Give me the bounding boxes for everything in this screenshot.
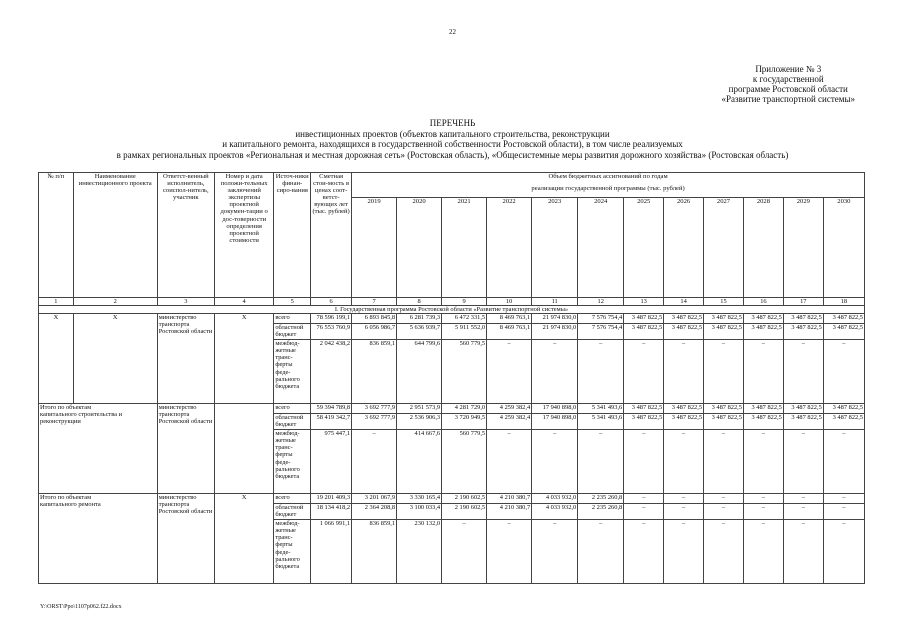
header-year: 2027 [704, 198, 744, 298]
year-value: 5 341 493,6 [578, 414, 624, 430]
title-line: в рамках региональных проектов «Региональная и местная дорожная сеть» (Ростовская область), «Общесистемные меры развития дорожного хозяйства» (Ростовская область) [116, 149, 789, 160]
column-number: 3 [157, 298, 214, 306]
year-value: – [624, 340, 664, 404]
column-number: 7 [352, 298, 397, 306]
year-value: – [442, 520, 487, 584]
year-value: – [704, 340, 744, 404]
appendix-caption [722, 64, 855, 104]
year-value: 3 487 822,5 [823, 404, 864, 414]
funding-source: межбюд-жетные транс-ферты феде-рального бюджета [274, 520, 311, 584]
header-year: 2019 [352, 198, 397, 298]
year-value: 3 487 822,5 [624, 324, 664, 340]
year-value: 3 487 822,5 [743, 324, 783, 340]
header-year: 2020 [397, 198, 442, 298]
year-value: – [578, 340, 624, 404]
year-value: 2 951 573,9 [397, 404, 442, 414]
year-value: – [823, 430, 864, 494]
year-value: 21 974 830,0 [532, 314, 578, 324]
column-number: 18 [823, 298, 864, 306]
year-value: 3 487 822,5 [783, 414, 823, 430]
year-value: 4 210 380,7 [487, 494, 532, 504]
year-value: – [624, 520, 664, 584]
year-value: 6 056 986,7 [352, 324, 397, 340]
year-value: 2 190 602,5 [442, 494, 487, 504]
appendix-line: Приложение № 3 [755, 64, 822, 74]
year-value: – [664, 504, 704, 520]
year-value: – [532, 430, 578, 494]
executor: министерство транспорта Ростовской области [157, 314, 214, 404]
header-executor: Ответст-венный исполнитель, соиспол-нитель, участник [157, 173, 214, 298]
year-value: – [743, 494, 783, 504]
year-value: – [532, 340, 578, 404]
header-year: 2023 [532, 198, 578, 298]
estimated-cost: 59 394 789,8 [311, 404, 352, 414]
year-value: – [743, 430, 783, 494]
funding-source: областной бюджет [274, 414, 311, 430]
year-value: 2 190 602,5 [442, 504, 487, 520]
estimated-cost: 2 042 438,2 [311, 340, 352, 404]
year-value: 7 576 754,4 [578, 324, 624, 340]
year-value: – [823, 504, 864, 520]
year-value: 3 330 165,4 [397, 494, 442, 504]
column-number: 8 [397, 298, 442, 306]
expertise [214, 404, 273, 494]
year-value: 21 974 830,0 [532, 324, 578, 340]
appendix-line: к государственной [752, 74, 824, 84]
column-number: 17 [783, 298, 823, 306]
year-value: – [578, 430, 624, 494]
year-value: 3 487 822,5 [704, 414, 744, 430]
year-value: – [823, 494, 864, 504]
year-value: 6 472 331,5 [442, 314, 487, 324]
appendix-line: программе Ростовской области [728, 84, 848, 94]
year-value: – [624, 504, 664, 520]
year-value: 644 799,6 [397, 340, 442, 404]
year-value: 3 487 822,5 [823, 324, 864, 340]
year-value: – [823, 340, 864, 404]
year-value: – [783, 494, 823, 504]
year-value: – [487, 340, 532, 404]
projects-table [38, 172, 865, 584]
file-path-footer: Y:\ORST\Ppo\1107p062.f22.docx [40, 604, 122, 610]
year-value: 2 364 208,8 [352, 504, 397, 520]
year-value: – [743, 340, 783, 404]
page-number: 22 [449, 28, 456, 36]
executor: министерство транспорта Ростовской области [157, 404, 214, 494]
year-value: – [783, 430, 823, 494]
year-value: 17 940 898,0 [532, 404, 578, 414]
year-value: 5 341 493,6 [578, 404, 624, 414]
funding-source: всего [274, 494, 311, 504]
year-value: 230 132,0 [397, 520, 442, 584]
year-value: 3 487 822,5 [823, 414, 864, 430]
year-value: 4 033 932,0 [532, 504, 578, 520]
funding-source: областной бюджет [274, 324, 311, 340]
year-value: – [783, 504, 823, 520]
year-value: – [664, 494, 704, 504]
table-row [39, 314, 865, 324]
header-year: 2025 [624, 198, 664, 298]
year-value: – [704, 504, 744, 520]
header-num: № п/п [39, 173, 74, 298]
estimated-cost: 19 201 409,3 [311, 494, 352, 504]
column-number: 13 [624, 298, 664, 306]
year-value: 2 536 906,3 [397, 414, 442, 430]
header-source: Источ-ники финан-сиро-вания [274, 173, 311, 298]
header-year: 2024 [578, 198, 624, 298]
year-value: – [487, 520, 532, 584]
year-value: – [664, 520, 704, 584]
year-value: 560 779,5 [442, 340, 487, 404]
year-value: – [532, 520, 578, 584]
year-value: 3 692 777,9 [352, 404, 397, 414]
column-number: 4 [214, 298, 273, 306]
year-value: 3 487 822,5 [664, 314, 704, 324]
appendix-line: «Развитие транспортной системы» [721, 94, 855, 104]
estimated-cost: 18 134 418,2 [311, 504, 352, 520]
table-row [39, 494, 865, 504]
year-value: 2 235 260,8 [578, 494, 624, 504]
year-value: 3 487 822,5 [624, 404, 664, 414]
year-value: 3 487 822,5 [783, 324, 823, 340]
year-value: 17 940 898,0 [532, 414, 578, 430]
funding-source: всего [274, 314, 311, 324]
section-row [39, 306, 865, 314]
header-year: 2030 [823, 198, 864, 298]
year-value: 3 100 033,4 [397, 504, 442, 520]
year-value: – [783, 340, 823, 404]
year-value: 3 487 822,5 [743, 314, 783, 324]
year-value: – [743, 520, 783, 584]
column-number: 10 [487, 298, 532, 306]
year-value: 836 859,1 [352, 520, 397, 584]
expertise: X [214, 314, 273, 404]
year-value: 3 487 822,5 [743, 404, 783, 414]
year-value: 3 487 822,5 [664, 414, 704, 430]
project-name: X [73, 314, 157, 404]
column-number: 5 [274, 298, 311, 306]
column-number: 6 [311, 298, 352, 306]
estimated-cost: 1 066 991,1 [311, 520, 352, 584]
header-year: 2029 [783, 198, 823, 298]
table-row [39, 404, 865, 414]
year-value: – [664, 340, 704, 404]
year-value: – [624, 494, 664, 504]
column-number: 1 [39, 298, 74, 306]
year-value: – [624, 430, 664, 494]
column-number: 15 [704, 298, 744, 306]
estimated-cost: 975 447,1 [311, 430, 352, 494]
year-value: – [743, 504, 783, 520]
header-year: 2026 [664, 198, 704, 298]
year-value: 8 469 763,1 [487, 324, 532, 340]
project-name: Итого по объектам капитального строительства и реконструкции [39, 404, 158, 494]
header-name: Наименование инвестиционного проекта [73, 173, 157, 298]
year-value: 3 487 822,5 [823, 314, 864, 324]
year-value: 3 720 949,5 [442, 414, 487, 430]
year-value: 3 487 822,5 [743, 414, 783, 430]
year-value: 3 487 822,5 [624, 414, 664, 430]
column-number: 14 [664, 298, 704, 306]
year-value: 3 201 067,9 [352, 494, 397, 504]
year-value: 3 692 777,9 [352, 414, 397, 430]
year-value: 836 859,1 [352, 340, 397, 404]
year-value: – [783, 520, 823, 584]
year-value: 4 259 382,4 [487, 414, 532, 430]
year-value: 4 281 729,0 [442, 404, 487, 414]
estimated-cost: 76 553 760,9 [311, 324, 352, 340]
year-value: 3 487 822,5 [664, 404, 704, 414]
year-value: – [578, 520, 624, 584]
table-header-row [39, 173, 865, 186]
year-value: 3 487 822,5 [664, 324, 704, 340]
year-value: – [487, 430, 532, 494]
year-value: 5 911 552,0 [442, 324, 487, 340]
year-value: 3 487 822,5 [783, 404, 823, 414]
header-budget-subtitle: реализации государственной программы (тыс. рублей) [352, 185, 865, 198]
header-year: 2022 [487, 198, 532, 298]
row-num-cell: X [39, 314, 74, 404]
year-value: 6 281 739,3 [397, 314, 442, 324]
year-value: 4 033 932,0 [532, 494, 578, 504]
header-cost: Сметная стои-мость в ценах соот-ветст-вующих лет (тыс. рублей) [311, 173, 352, 298]
year-value: 5 636 939,7 [397, 324, 442, 340]
year-value: 6 893 845,8 [352, 314, 397, 324]
year-value: 4 259 382,4 [487, 404, 532, 414]
title-line: и капитального ремонта, находящихся в государственной собственности Ростовской области), в том числе реализуемых [222, 139, 683, 149]
year-value: 4 210 380,7 [487, 504, 532, 520]
table-column-numbers-row [39, 298, 865, 306]
year-value: – [704, 520, 744, 584]
year-value: 414 667,6 [397, 430, 442, 494]
year-value: 7 576 754,4 [578, 314, 624, 324]
title-heading: ПЕРЕЧЕНЬ [429, 118, 476, 128]
header-budget-title: Объем бюджетных ассигнований по годам [352, 173, 865, 186]
year-value: 3 487 822,5 [704, 324, 744, 340]
expertise: X [214, 494, 273, 584]
column-number: 16 [743, 298, 783, 306]
year-value: 560 779,5 [442, 430, 487, 494]
year-value: 2 235 260,8 [578, 504, 624, 520]
year-value: 3 487 822,5 [704, 404, 744, 414]
executor: министерство транспорта Ростовской области [157, 494, 214, 584]
year-value: 3 487 822,5 [624, 314, 664, 324]
year-value: 3 487 822,5 [783, 314, 823, 324]
year-value: – [823, 520, 864, 584]
funding-source: областной бюджет [274, 504, 311, 520]
section-title: I. Государственная программа Ростовской области «Развитие транспортной системы» [39, 306, 865, 314]
estimated-cost: 58 419 342,7 [311, 414, 352, 430]
estimated-cost: 78 596 199,1 [311, 314, 352, 324]
title-line: инвестиционных проектов (объектов капитального строительства, реконструкции [295, 128, 610, 139]
column-number: 2 [73, 298, 157, 306]
year-value: – [664, 430, 704, 494]
funding-source: всего [274, 404, 311, 414]
column-number: 11 [532, 298, 578, 306]
year-value: – [704, 494, 744, 504]
funding-source: межбюд-жетные транс-ферты феде-рального бюджета [274, 340, 311, 404]
column-number: 9 [442, 298, 487, 306]
funding-source: межбюд-жетные транс-ферты феде-рального бюджета [274, 430, 311, 494]
year-value: – [352, 430, 397, 494]
header-expertise: Номер и дата положи-тельных заключений экспертизы проектной докумен-тации о дос-товерности определения проектной стоимости [214, 173, 273, 298]
header-year: 2021 [442, 198, 487, 298]
year-value: – [704, 430, 744, 494]
year-value: 3 487 822,5 [704, 314, 744, 324]
year-value: 8 469 763,1 [487, 314, 532, 324]
document-title [40, 118, 865, 160]
project-name: Итого по объектам капитального ремонта [39, 494, 158, 584]
header-year: 2028 [743, 198, 783, 298]
column-number: 12 [578, 298, 624, 306]
